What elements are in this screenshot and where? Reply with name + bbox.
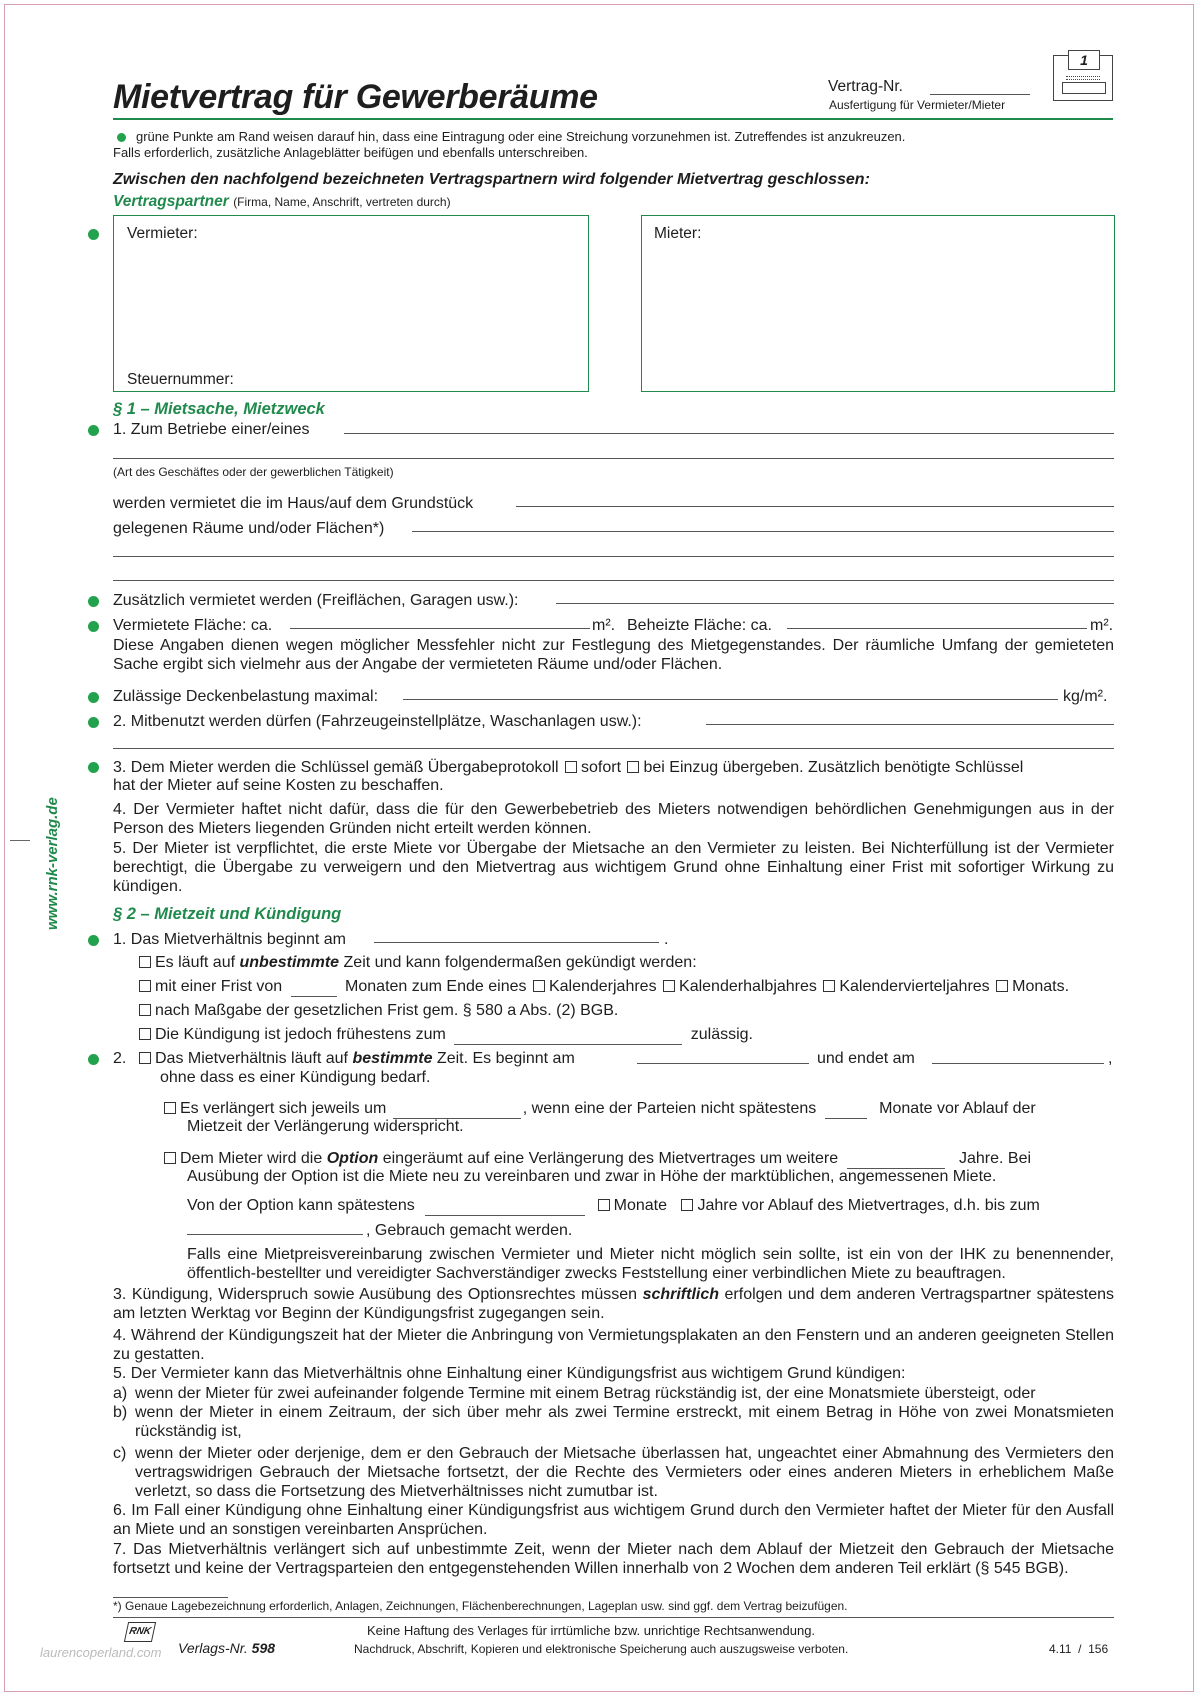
earliest-line — [137, 1025, 753, 1045]
contract-no-label: Vertrag-Nr. — [828, 78, 903, 95]
earliest-date-field[interactable] — [454, 1025, 682, 1045]
permits-clause: 4. Der Vermieter haftet nicht dafür, dass die für den Gewerbebetrieb des Mieters notwendigen behördlichen Genehmigungen aus in der Person des Mieters liegenden Gründen nicht erteilt werden können. — [113, 801, 1114, 837]
item5c-mark: c) — [113, 1445, 127, 1462]
extension-period-field[interactable] — [393, 1099, 521, 1119]
extension-line — [162, 1099, 1036, 1119]
contract-heading: Zwischen den nachfolgend bezeichneten Vertragspartnern wird folgender Mietvertrag geschlossen: — [113, 171, 870, 188]
option-bold: Option — [326, 1150, 379, 1167]
fixed-term-checkbox[interactable] — [139, 1052, 151, 1064]
fixed-start-field[interactable] — [637, 1063, 809, 1064]
exercise-months-checkbox[interactable] — [598, 1199, 610, 1211]
fixed-term-line — [137, 1049, 575, 1068]
shared-use-label: 2. Mitbenutzt werden dürfen (Fahrzeugeinstellplätze, Waschanlagen usw.): — [113, 713, 642, 730]
rented-line-1: werden vermietet die im Haus/auf dem Grundstück — [113, 495, 474, 512]
option-text-b: eingeräumt auf eine Verlängerung des Mietvertrages um weitere — [382, 1150, 839, 1167]
extension-checkbox[interactable] — [164, 1102, 176, 1114]
heated-unit: m². — [1090, 617, 1114, 634]
fixed-text-a: Das Mietverhältnis läuft auf — [155, 1050, 348, 1067]
business-label: 1. Zum Betriebe einer/eines — [113, 421, 310, 438]
unlimited-text-b: Zeit und kann folgendermaßen gekündigt werden: — [343, 954, 697, 971]
option-checkbox[interactable] — [164, 1152, 176, 1164]
rooms-field-2[interactable] — [113, 556, 1114, 557]
keys-text-a: 3. Dem Mieter werden die Schlüssel gemäß Übergabeprotokoll — [113, 759, 559, 776]
green-dot-icon — [88, 935, 99, 946]
footnote-rule — [113, 1597, 228, 1598]
item5a-text: wenn der Mieter für zwei aufeinander folgende Termine mit einem Betrag rückständig ist, der eine Monatsmiete übersteigt, oder — [135, 1385, 1036, 1402]
heated-label: Beheizte Fläche: ca. — [627, 617, 772, 634]
intro-line-1: grüne Punkte am Rand weisen darauf hin, dass eine Eintragung oder eine Streichung vorzunehmen ist. Zutreffendes ist anzukreuzen. — [136, 129, 906, 144]
additional-label: Zusätzlich vermietet werden (Freiflächen, Garagen usw.): — [113, 592, 519, 609]
green-dot-icon — [88, 1054, 99, 1065]
month-label: Monats. — [1012, 978, 1070, 995]
additional-field[interactable] — [556, 603, 1114, 604]
rooms-field[interactable] — [412, 531, 1114, 532]
green-dot-icon — [117, 133, 126, 142]
heated-field[interactable] — [787, 628, 1087, 629]
fixed-end-field[interactable] — [932, 1063, 1104, 1064]
item5a-mark: a) — [113, 1385, 128, 1402]
calendar-quarter-label: Kalendervierteljahres — [839, 978, 990, 995]
extend-text-a: Es verlängert sich jeweils um — [180, 1100, 387, 1117]
shared-use-field[interactable] — [706, 724, 1114, 725]
item3-bold: schriftlich — [642, 1286, 720, 1303]
tax-number-label: Steuernummer: — [127, 371, 234, 388]
notice-text-a: mit einer Frist von — [155, 978, 283, 995]
business-note: (Art des Geschäftes oder der gewerblichen Tätigkeit) — [113, 465, 394, 479]
option-text-a: Dem Mieter wird die — [180, 1150, 323, 1167]
extend-text-d: Mietzeit der Verlängerung widerspricht. — [187, 1118, 464, 1135]
fold-mark — [10, 840, 30, 841]
area-note: Diese Angaben dienen wegen möglicher Messfehler nicht zur Festlegung des Mietgegenstandes. Der räumliche Umfang der gemieteten Sache ergibt sich vielmehr aus der Angabe der vermieteten Räume und/oder Flächen. — [113, 637, 1114, 673]
title-rule — [113, 118, 1113, 120]
green-dot-icon — [88, 425, 99, 436]
exercise-date-field[interactable] — [187, 1234, 363, 1235]
statutory-checkbox[interactable] — [139, 1004, 151, 1016]
contract-no-field[interactable] — [930, 94, 1030, 95]
calendar-year-checkbox[interactable] — [533, 980, 545, 992]
notice-period-checkbox[interactable] — [139, 980, 151, 992]
green-dot-icon — [88, 692, 99, 703]
section-2-title: § 2 – Mietzeit und Kündigung — [113, 905, 342, 923]
statutory-text: nach Maßgabe der gesetzlichen Frist gem. § 580 a Abs. (2) BGB. — [155, 1002, 619, 1019]
option-years-field[interactable] — [847, 1149, 945, 1169]
publisher-url: www.rnk-verlag.de — [44, 797, 61, 930]
unlimited-text-a: Es läuft auf — [155, 954, 236, 971]
disclaimer-1: Keine Haftung des Verlages für irrtümliche bzw. unrichtige Rechtsanwendung. — [367, 1623, 816, 1638]
notice-line — [137, 977, 1069, 997]
unlimited-bold: unbestimmte — [239, 954, 340, 971]
start-date-field[interactable] — [374, 942, 659, 943]
disclaimer-2: Nachdruck, Abschrift, Kopieren und elektronische Speicherung auch auszugsweise verboten. — [354, 1642, 849, 1656]
start-date-label: 1. Das Mietverhältnis beginnt am — [113, 931, 346, 948]
item-2-number: 2. — [113, 1050, 127, 1067]
business-field[interactable] — [344, 433, 1114, 434]
fixed-end-comma: , — [1108, 1050, 1113, 1067]
exercise-years-checkbox[interactable] — [681, 1199, 693, 1211]
unlimited-line — [137, 953, 697, 972]
tacit-extension-clause: 7. Das Mietverhältnis verlängert sich auf unbestimmte Zeit, wenn der Mieter nach dem Ablauf der Mietzeit den Gebrauch der Mietsache fortsetzt und keine der Vertragsparteien den entgegenstehenden Willen innerhalb von 2 Wochen dem anderen Teil erklärt (§ 545 BGB). — [113, 1541, 1114, 1577]
item3-text-a: 3. Kündigung, Widerspruch sowie Ausübung des Optionsrechtes müssen — [113, 1286, 638, 1303]
ihk-clause: Falls eine Mietpreisvereinbarung zwischen Vermieter und Mieter nicht möglich sein sollte, ist ein von der IHK zu benennender, öffentlich-bestellter und vereidigter Sachverständiger zwecks Feststellung einer verbindlichen Miete zu beauftragen. — [187, 1246, 1114, 1282]
keys-immediately-checkbox[interactable] — [565, 761, 577, 773]
exercise-months-label: Monate — [613, 1197, 667, 1214]
item5c-text: wenn der Mieter oder derjenige, dem er den Gebrauch der Mietsache überlassen hat, ungeachtet einer Abmahnung des Vermieters den vertragswidrigen Gebrauch der Mietsache fortsetzt, der die Rechte des Vermieters oder eines anderen Mieters in erheblichem Maße verletzt, so dass die Fortsetzung des Mietverhältnisses nicht zumutbar ist. — [135, 1445, 1114, 1500]
ceiling-load-unit: kg/m². — [1063, 688, 1108, 705]
green-dot-icon — [88, 621, 99, 632]
fixed-text-b: Zeit. Es beginnt am — [436, 1050, 575, 1067]
unlimited-checkbox[interactable] — [139, 956, 151, 968]
green-dot-icon — [88, 717, 99, 728]
calendar-half-year-label: Kalenderhalbjahres — [679, 978, 817, 995]
green-dot-icon — [88, 596, 99, 607]
landlord-box[interactable] — [113, 215, 589, 392]
fixed-text-d: ohne dass es einer Kündigung bedarf. — [160, 1069, 431, 1086]
order-label: Verlags-Nr. — [178, 1640, 248, 1656]
item5b-mark: b) — [113, 1404, 128, 1421]
calendar-quarter-checkbox[interactable] — [823, 980, 835, 992]
tenant-label: Mieter: — [654, 225, 702, 242]
start-date-end: . — [664, 931, 669, 948]
section-1-title: § 1 – Mietsache, Mietzweck — [113, 400, 325, 418]
written-form-clause — [113, 1285, 1114, 1323]
extend-text-b: , wenn eine der Parteien nicht spätestens — [522, 1100, 817, 1117]
shared-use-field-2[interactable] — [113, 748, 1114, 749]
item3-text-b: erfolgen und dem anderen Vertragspartner spätestens am letzten Werktag vor Beginn der Kündigungsfrist zugegangen sein. — [113, 1286, 1115, 1322]
publisher-logo: RNK — [124, 1622, 156, 1642]
month-checkbox[interactable] — [996, 980, 1008, 992]
exercise-period-field[interactable] — [425, 1196, 585, 1216]
keys-immediately-label: sofort — [581, 759, 622, 776]
intro-line-2: Falls erforderlich, zusätzliche Anlageblätter beifügen und ebenfalls unterschreiben. — [113, 145, 588, 160]
calendar-year-label: Kalenderjahres — [548, 978, 657, 995]
option-text-d: Ausübung der Option ist die Miete neu zu vereinbaren und zwar in Höhe der marktüblichen, angemessenen Miete. — [187, 1168, 997, 1185]
green-dot-icon — [88, 229, 99, 240]
keys-line — [113, 758, 1023, 777]
liability-clause: 6. Im Fall einer Kündigung ohne Einhaltung einer Kündigungsfrist aus wichtigem Grund durch den Vermieter haftet der Mieter für den Ausfall an Miete und an sonstigen vereinbarten Ansprüchen. — [113, 1502, 1114, 1538]
order-number-line — [178, 1640, 275, 1656]
business-field-2[interactable] — [113, 458, 1114, 459]
extension-months-field[interactable] — [825, 1099, 867, 1119]
first-rent-clause: 5. Der Mieter ist verpflichtet, die erste Miete vor Übergabe der Mietsache an den Vermieter zu leisten. Bei Nichterfüllung ist der Vermieter berechtigt, die Übergabe zu verweigern und den Mietvertrag aus wichtigem Grund ohne Einhaltung einer Frist mit sofortiger Wirkung zu kündigen. — [113, 840, 1114, 895]
earliest-text-a: Die Kündigung ist jedoch frühestens zum — [155, 1026, 446, 1043]
tenant-box[interactable] — [641, 215, 1115, 392]
rooms-field-3[interactable] — [113, 580, 1114, 581]
extend-text-c: Monate vor Ablauf der — [879, 1100, 1036, 1117]
copy-note: Ausfertigung für Vermieter/Mieter — [829, 98, 1006, 112]
keys-move-in-checkbox[interactable] — [627, 761, 639, 773]
item5b-text: wenn der Mieter in einem Zeitraum, der sich über mehr als zwei Termine erstreckt, mit einem Betrag in Höhe von zwei Monatsmieten rückständig ist, — [135, 1404, 1114, 1440]
earliest-checkbox[interactable] — [139, 1028, 151, 1040]
form-number-badge: 1 — [1068, 50, 1100, 70]
ceiling-load-field[interactable] — [403, 699, 1058, 700]
fixed-text-c: und endet am — [817, 1050, 915, 1067]
termination-clause: 5. Der Vermieter kann das Mietverhältnis ohne Einhaltung einer Kündigungsfrist aus wichtigem Grund kündigen: — [113, 1365, 906, 1382]
page-title: Mietvertrag für Gewerberäume — [113, 78, 598, 116]
exercise-text-b: , Gebrauch gemacht werden. — [366, 1222, 573, 1239]
version-number: 4.11 / 156 — [1049, 1642, 1109, 1656]
ceiling-load-label: Zulässige Deckenbelastung maximal: — [113, 688, 379, 705]
area-label: Vermietete Fläche: ca. — [113, 617, 273, 634]
keys-move-in-label: bei Einzug übergeben. Zusätzlich benötigte Schlüssel — [643, 759, 1024, 776]
notice-text-b: Monaten zum Ende eines — [345, 978, 527, 995]
exercise-line — [187, 1196, 1040, 1216]
footnote: *) Genaue Lagebezeichnung erforderlich, Anlagen, Zeichnungen, Flächenberechnungen, Lageplan usw. sind ggf. dem Vertrag beizufügen. — [113, 1599, 848, 1613]
posters-clause: 4. Während der Kündigungszeit hat der Mieter die Anbringung von Vermietungsplakaten an den Fenstern und an anderen geeigneten Stellen zu gestatten. — [113, 1327, 1114, 1363]
property-field[interactable] — [516, 506, 1114, 507]
area-unit: m². — [592, 617, 616, 634]
earliest-text-b: zulässig. — [690, 1026, 753, 1043]
order-number: 598 — [251, 1640, 276, 1656]
parties-label: Vertragspartner — [113, 193, 229, 210]
keys-text-b: hat der Mieter auf seine Kosten zu beschaffen. — [113, 777, 444, 794]
rented-line-2: gelegenen Räume und/oder Flächen*) — [113, 520, 385, 537]
landlord-label: Vermieter: — [127, 225, 198, 242]
option-text-c: Jahre. Bei — [959, 1150, 1032, 1167]
green-dot-icon — [88, 762, 99, 773]
footer-rule — [113, 1617, 1114, 1618]
option-line — [162, 1149, 1031, 1169]
fixed-bold: bestimmte — [352, 1050, 433, 1067]
notice-months-field[interactable] — [291, 977, 337, 997]
exercise-years-label: Jahre vor Ablauf des Mietvertrages, d.h. bis zum — [697, 1197, 1040, 1214]
exercise-text-a: Von der Option kann spätestens — [187, 1197, 415, 1214]
area-field[interactable] — [290, 628, 590, 629]
parties-note: (Firma, Name, Anschrift, vertreten durch) — [233, 195, 451, 209]
statutory-line — [137, 1001, 618, 1020]
watermark: laurencoperland.com — [40, 1645, 162, 1660]
calendar-half-year-checkbox[interactable] — [663, 980, 675, 992]
